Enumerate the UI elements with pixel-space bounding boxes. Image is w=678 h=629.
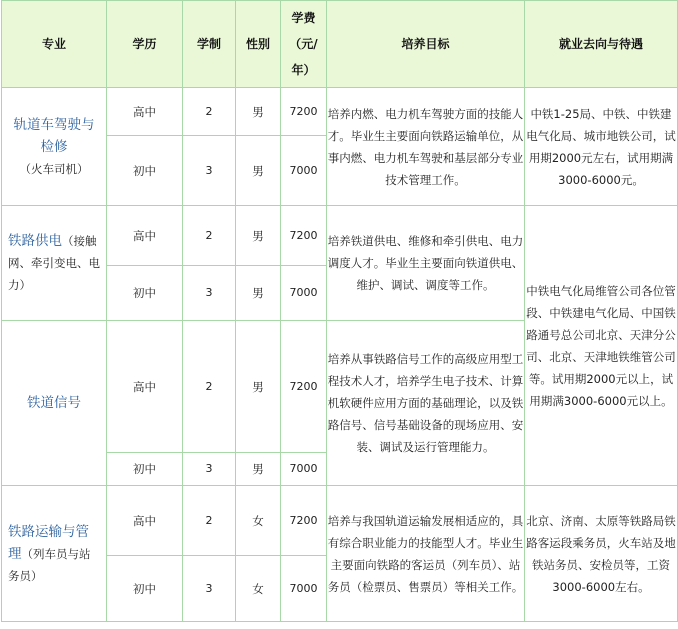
major-name: 轨道车驾驶与检修 xyxy=(13,116,95,155)
gender-cell: 男 xyxy=(236,206,281,266)
job-cell: 中铁1-25局、中铁、中铁建电气化局、城市地铁公司，试用期2000元左右，试用期满3000-6000元。 xyxy=(525,88,678,206)
fee-cell: 7000 xyxy=(281,453,327,486)
header-gender: 性别 xyxy=(236,1,281,88)
fee-cell: 7200 xyxy=(281,321,327,453)
header-fee xyxy=(281,1,327,88)
fee-cell: 7200 xyxy=(281,206,327,266)
gender-cell: 女 xyxy=(236,486,281,556)
header-education: 学历 xyxy=(107,1,183,88)
gender-cell: 男 xyxy=(236,453,281,486)
duration-cell: 2 xyxy=(183,321,236,453)
duration-cell: 2 xyxy=(183,486,236,556)
fee-cell: 7200 xyxy=(281,88,327,136)
job-cell: 北京、济南、太原等铁路局铁路客运段乘务员，火车站及地铁站务员、安检员等，工资3000-6000左右。 xyxy=(525,486,678,622)
table-row xyxy=(2,486,678,556)
fee-cell: 7000 xyxy=(281,266,327,321)
major-name: 铁路运输与管理 xyxy=(8,523,89,562)
major-note: （接触网、牵引变电、电力） xyxy=(8,234,100,292)
fee-cell: 7000 xyxy=(281,136,327,206)
duration-cell: 3 xyxy=(183,266,236,321)
major-note: （列车员与站务员） xyxy=(8,546,91,583)
table-row xyxy=(2,206,678,266)
major-name: 铁路供电 xyxy=(8,233,62,249)
header-major: 专业 xyxy=(2,1,107,88)
education-cell: 高中 xyxy=(107,486,183,556)
header-fee-line3: 年） xyxy=(291,63,316,77)
gender-cell: 女 xyxy=(236,556,281,622)
header-fee-line2: （元/ xyxy=(289,37,318,51)
major-cell xyxy=(2,206,107,321)
goal-cell: 培养与我国轨道运输发展相适应的，具有综合职业能力的技能型人才。毕业生主要面向铁路的客运员（列车员）、站务员（检票员、售票员）等相关工作。 xyxy=(327,486,525,622)
duration-cell: 2 xyxy=(183,88,236,136)
header-fee-line1: 学费 xyxy=(291,11,316,25)
major-name: 铁道信号 xyxy=(27,395,81,411)
education-cell: 高中 xyxy=(107,206,183,266)
major-cell xyxy=(2,321,107,486)
header-goal: 培养目标 xyxy=(327,1,525,88)
education-cell: 高中 xyxy=(107,321,183,453)
education-cell: 高中 xyxy=(107,88,183,136)
duration-cell: 3 xyxy=(183,556,236,622)
education-cell: 初中 xyxy=(107,266,183,321)
program-table xyxy=(1,0,678,622)
fee-cell: 7200 xyxy=(281,486,327,556)
major-cell xyxy=(2,88,107,206)
education-cell: 初中 xyxy=(107,556,183,622)
header-duration: 学制 xyxy=(183,1,236,88)
gender-cell: 男 xyxy=(236,88,281,136)
major-note: （火车司机） xyxy=(19,161,89,176)
gender-cell: 男 xyxy=(236,266,281,321)
gender-cell: 男 xyxy=(236,321,281,453)
header-job: 就业去向与待遇 xyxy=(525,1,678,88)
gender-cell: 男 xyxy=(236,136,281,206)
shared-job-cell: 中铁电气化局维管公司各位管段、中铁建电气化局、中国铁路通号总公司北京、天津分公司、北京、天津地铁维管公司等。试用期2000元以上，试用期满3000-6000元以上。 xyxy=(525,206,678,486)
duration-cell: 2 xyxy=(183,206,236,266)
education-cell: 初中 xyxy=(107,136,183,206)
education-cell: 初中 xyxy=(107,453,183,486)
goal-cell: 培养从事铁路信号工作的高级应用型工程技术人才，培养学生电子技术、计算机软硬件应用方面的基础理论，以及铁路信号、信号基础设备的现场应用、安装、调试及运行管理能力。 xyxy=(327,321,525,486)
table-row xyxy=(2,88,678,136)
goal-cell: 培养铁道供电、维修和牵引供电、电力调度人才。毕业生主要面向铁道供电、维护、调试、调度等工作。 xyxy=(327,206,525,321)
fee-cell: 7000 xyxy=(281,556,327,622)
duration-cell: 3 xyxy=(183,453,236,486)
major-cell xyxy=(2,486,107,622)
goal-cell: 培养内燃、电力机车驾驶方面的技能人才。毕业生主要面向铁路运输单位，从事内燃、电力机车驾驶和基层部分专业技术管理工作。 xyxy=(327,88,525,206)
duration-cell: 3 xyxy=(183,136,236,206)
